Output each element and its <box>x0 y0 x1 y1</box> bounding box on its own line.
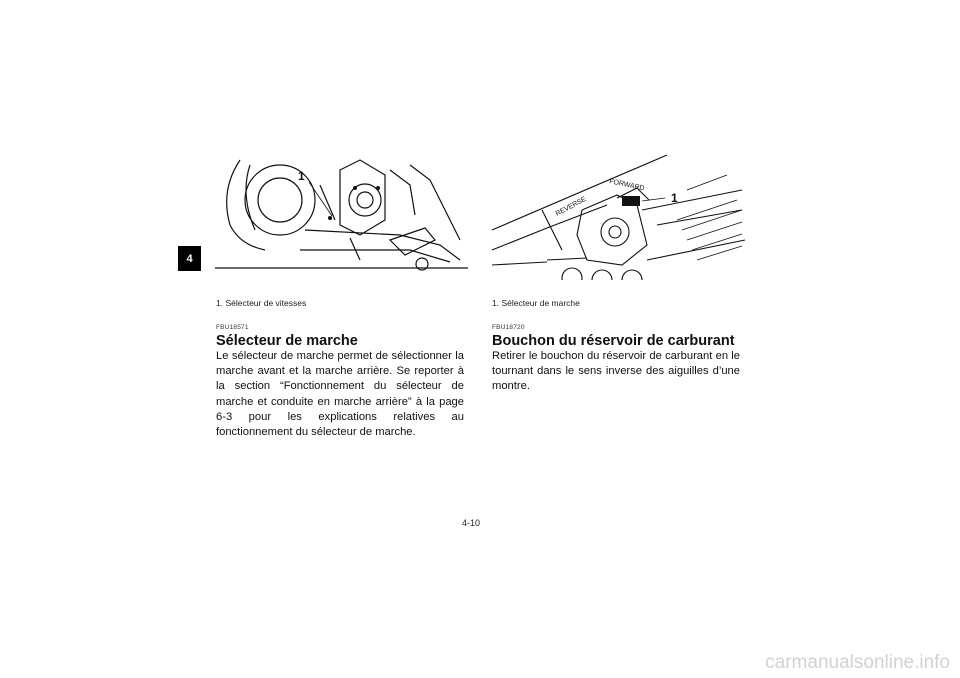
left-callout: 1 <box>298 169 305 183</box>
left-figure-caption: 1. Sélecteur de vitesses <box>216 298 307 308</box>
page-number: 4-10 <box>462 518 481 528</box>
left-section-heading: Sélecteur de marche <box>216 333 358 349</box>
right-callout: 1 <box>671 191 678 205</box>
right-section-code: FBU18720 <box>492 324 525 331</box>
watermark-text: carmanualsonline.info <box>765 652 950 673</box>
gear-selector-illustration <box>210 150 472 280</box>
right-section-heading: Bouchon du réservoir de carburant <box>492 333 735 349</box>
gear-selector-drawing <box>210 150 472 280</box>
right-figure-caption: 1. Sélecteur de marche <box>492 298 580 308</box>
forward-label: FORWARD <box>608 178 646 193</box>
reverse-label: REVERSE <box>554 195 588 218</box>
right-section-paragraph: Retirer le bouchon du réservoir de carburant en le tournant dans le sens inverse des aiguilles d’une montre. <box>492 350 740 393</box>
left-section-paragraph: Le sélecteur de marche permet de sélectionner la marche avant et la marche arrière. Se reporter à la section “Fonctionnement du sélecteur de marche et conduite en marche arrière” à la page 6-3 pour les explications relatives au fonctionnement du sélecteur de marche. <box>216 350 464 439</box>
shift-selector-illustration <box>487 150 749 280</box>
chapter-tab: 4 <box>178 246 201 271</box>
left-section-code: FBU18571 <box>216 324 249 331</box>
shift-selector-drawing <box>487 150 749 280</box>
